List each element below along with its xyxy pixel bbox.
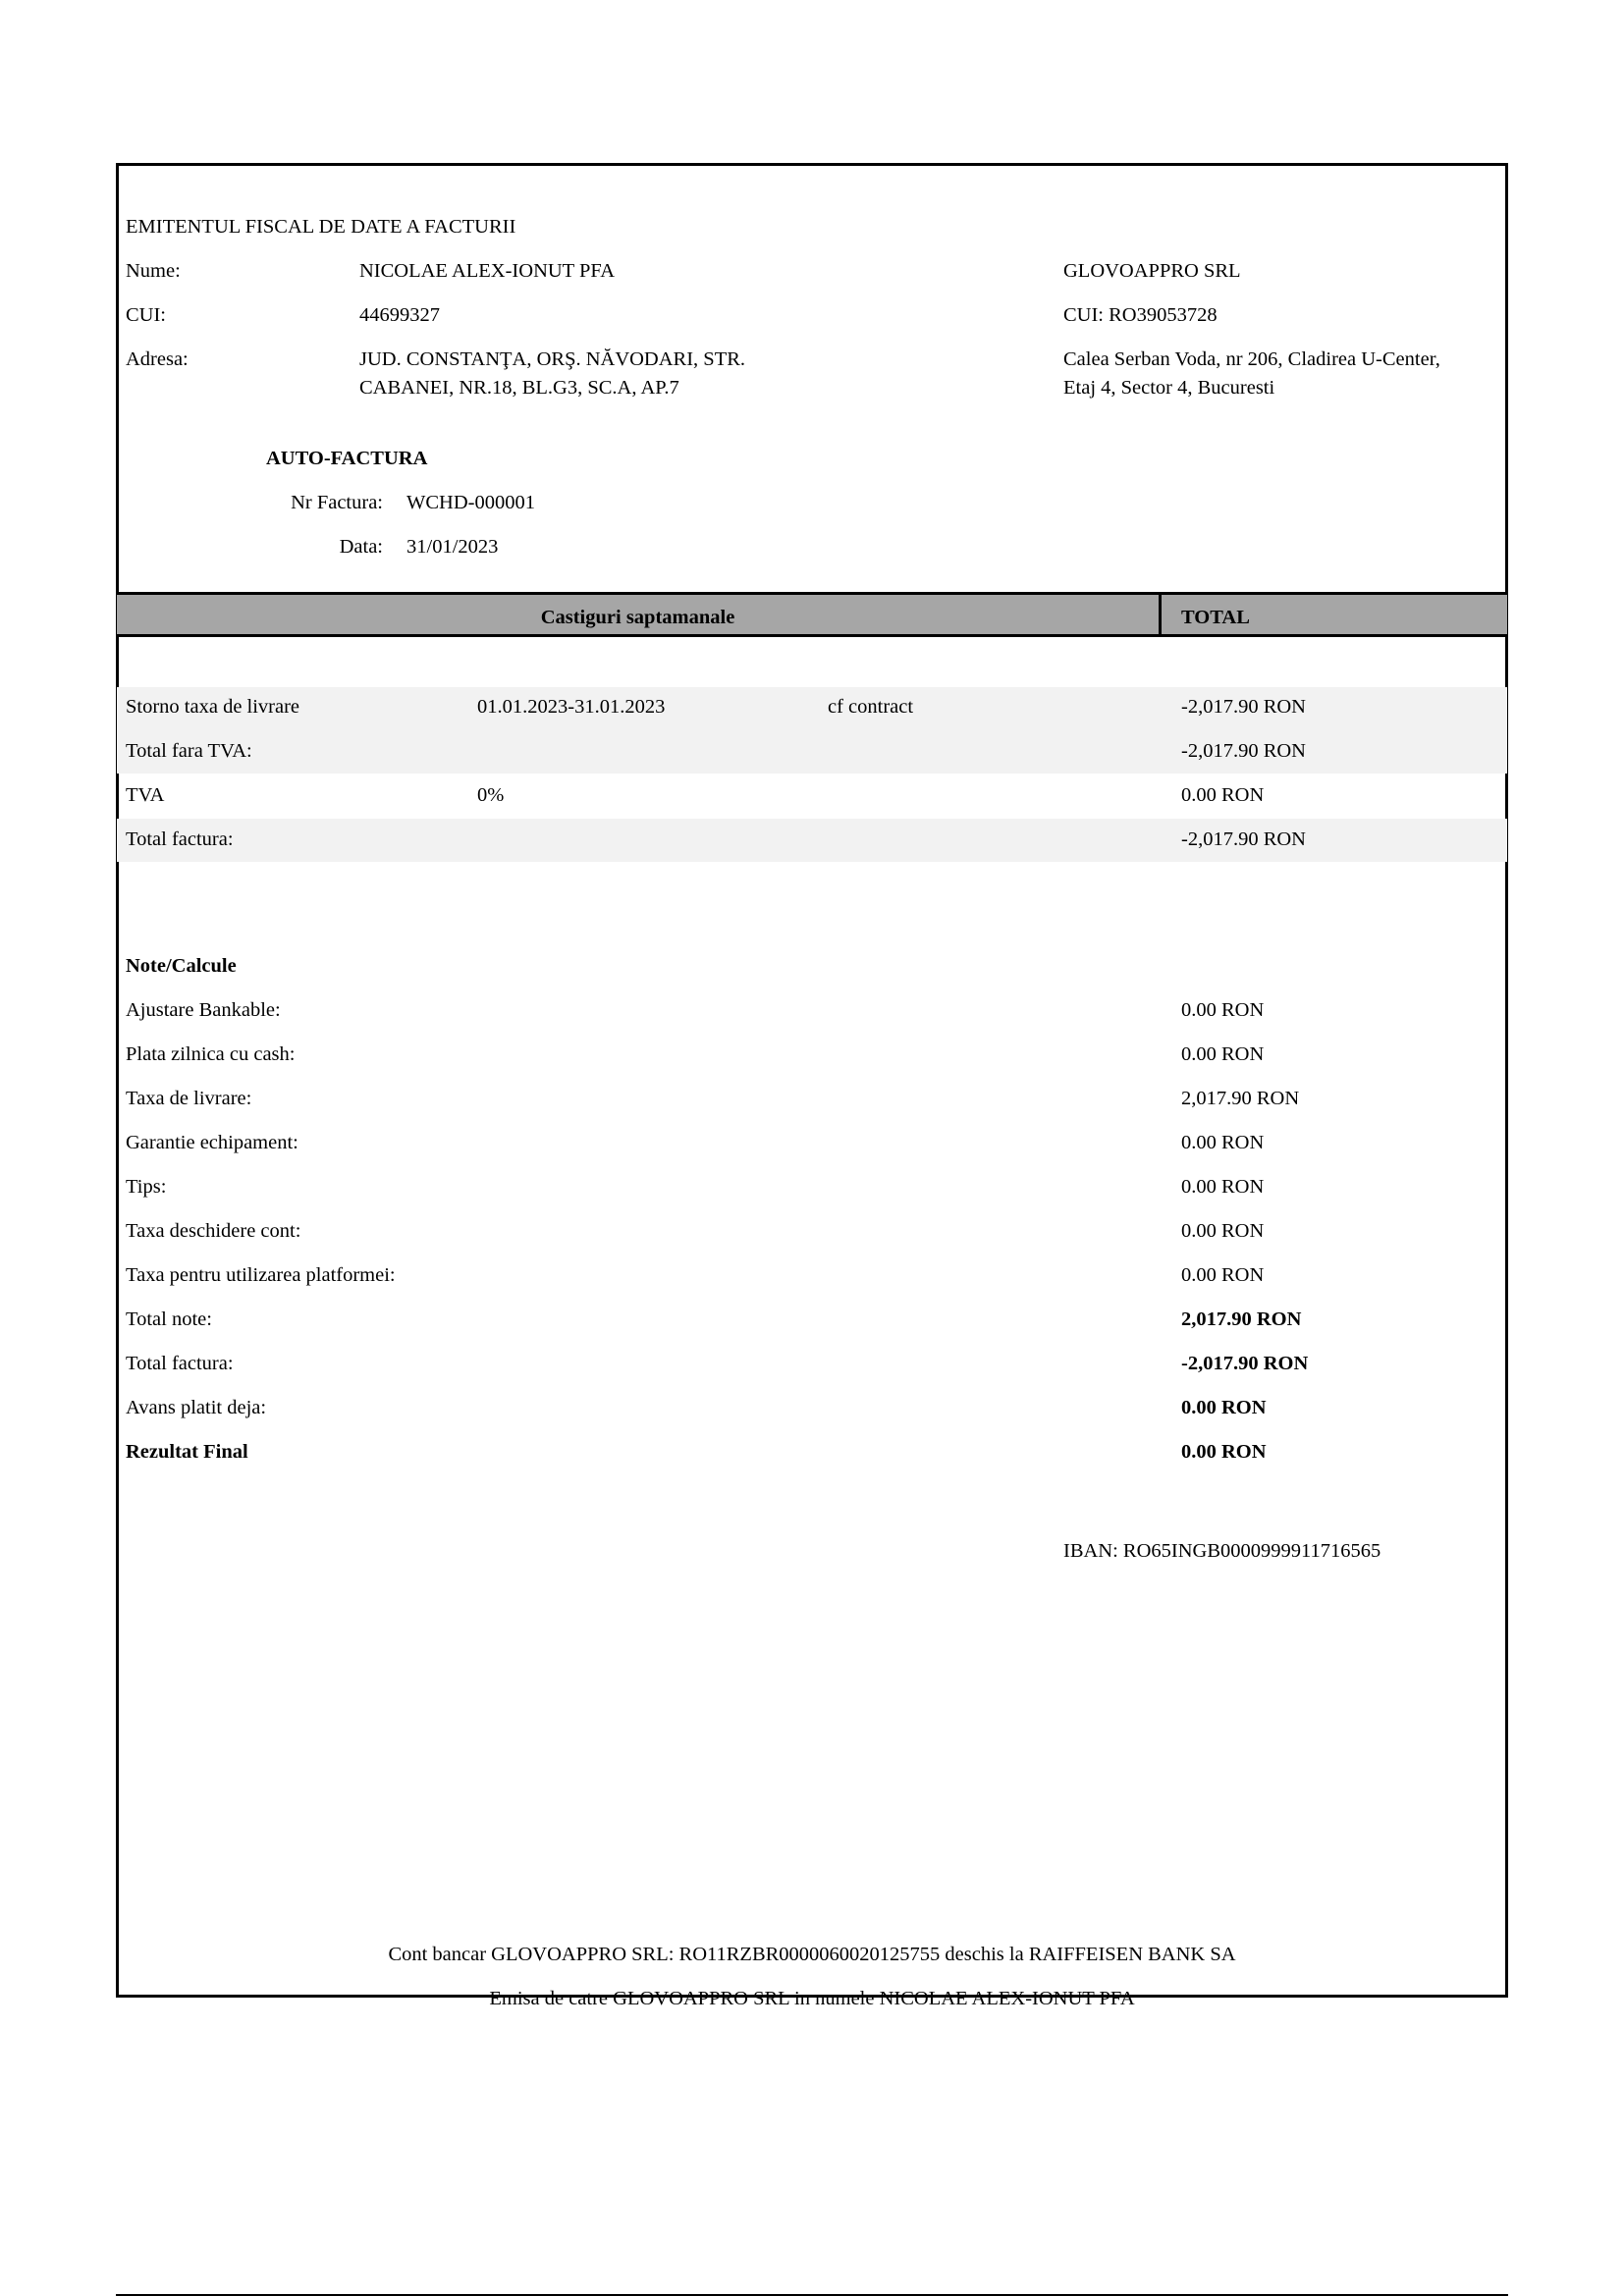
client-cui: CUI: RO39053728 [1063,304,1218,326]
notes-heading: Note/Calcule [126,955,237,977]
invoice-date-value: 31/01/2023 [406,536,499,558]
table-header-earnings: Castiguri saptamanale [540,607,735,628]
table-header-divider [1159,592,1162,637]
note-value: 0.00 RON [1181,1397,1267,1418]
note-value: 0.00 RON [1181,1264,1265,1286]
note-value-final: 0.00 RON [1181,1441,1267,1463]
note-value: 0.00 RON [1181,999,1265,1021]
table-row-label: Storno taxa de livrare [126,696,300,718]
note-label: Taxa pentru utilizarea platformei: [126,1264,396,1286]
table-row-label: TVA [126,784,165,806]
invoice-number-label: Nr Factura: [291,492,383,513]
iban: IBAN: RO65INGB0000999911716565 [1063,1540,1381,1562]
note-label: Garantie echipament: [126,1132,298,1153]
table-row-total: -2,017.90 RON [1181,828,1306,850]
note-value: 2,017.90 RON [1181,1308,1302,1330]
note-label: Taxa de livrare: [126,1088,252,1109]
table-row-period: 01.01.2023-31.01.2023 [477,696,666,718]
note-value: 0.00 RON [1181,1220,1265,1242]
table-row-basis: cf contract [828,696,914,718]
issuer-address-line1: JUD. CONSTANŢA, ORŞ. NĂVODARI, STR. [359,348,746,370]
issuer-address-line2: CABANEI, NR.18, BL.G3, SC.A, AP.7 [359,377,679,399]
note-value: 0.00 RON [1181,1176,1265,1198]
footer-issued-line: Emisa de catre GLOVOAPPRO SRL in numele NICOLAE ALEX-IONUT PFA [489,1988,1135,2009]
note-label: Taxa deschidere cont: [126,1220,301,1242]
invoice-date-label: Data: [339,536,383,558]
note-value: -2,017.90 RON [1181,1353,1309,1374]
client-address-line2: Etaj 4, Sector 4, Bucuresti [1063,377,1275,399]
note-label: Tips: [126,1176,167,1198]
note-label: Total factura: [126,1353,234,1374]
table-header-total: TOTAL [1181,607,1250,628]
footer-bank-line: Cont bancar GLOVOAPPRO SRL: RO11RZBR0000060020125755 deschis la RAIFFEISEN BANK SA [388,1944,1236,1965]
note-label: Avans platit deja: [126,1397,267,1418]
client-address-line1: Calea Serban Voda, nr 206, Cladirea U-Center, [1063,348,1440,370]
issuer-cui-value: 44699327 [359,304,440,326]
note-label-final: Rezultat Final [126,1441,248,1463]
table-row-total: -2,017.90 RON [1181,696,1306,718]
table-row-total: 0.00 RON [1181,784,1265,806]
invoice-number-value: WCHD-000001 [406,492,535,513]
issuer-cui-label: CUI: [126,304,166,326]
issuer-heading: EMITENTUL FISCAL DE DATE A FACTURII [126,216,516,238]
table-row-label: Total fara TVA: [126,740,252,762]
note-label: Ajustare Bankable: [126,999,281,1021]
note-label: Total note: [126,1308,212,1330]
note-value: 0.00 RON [1181,1043,1265,1065]
note-value: 2,017.90 RON [1181,1088,1300,1109]
invoice-frame [116,163,1508,1998]
client-name: GLOVOAPPRO SRL [1063,260,1241,282]
note-label: Plata zilnica cu cash: [126,1043,296,1065]
issuer-address-label: Adresa: [126,348,189,370]
issuer-name-label: Nume: [126,260,181,282]
table-row-label: Total factura: [126,828,234,850]
note-value: 0.00 RON [1181,1132,1265,1153]
table-row-total: -2,017.90 RON [1181,740,1306,762]
table-row-rate: 0% [477,784,505,806]
invoice-title: AUTO-FACTURA [266,448,428,469]
issuer-name-value: NICOLAE ALEX-IONUT PFA [359,260,616,282]
